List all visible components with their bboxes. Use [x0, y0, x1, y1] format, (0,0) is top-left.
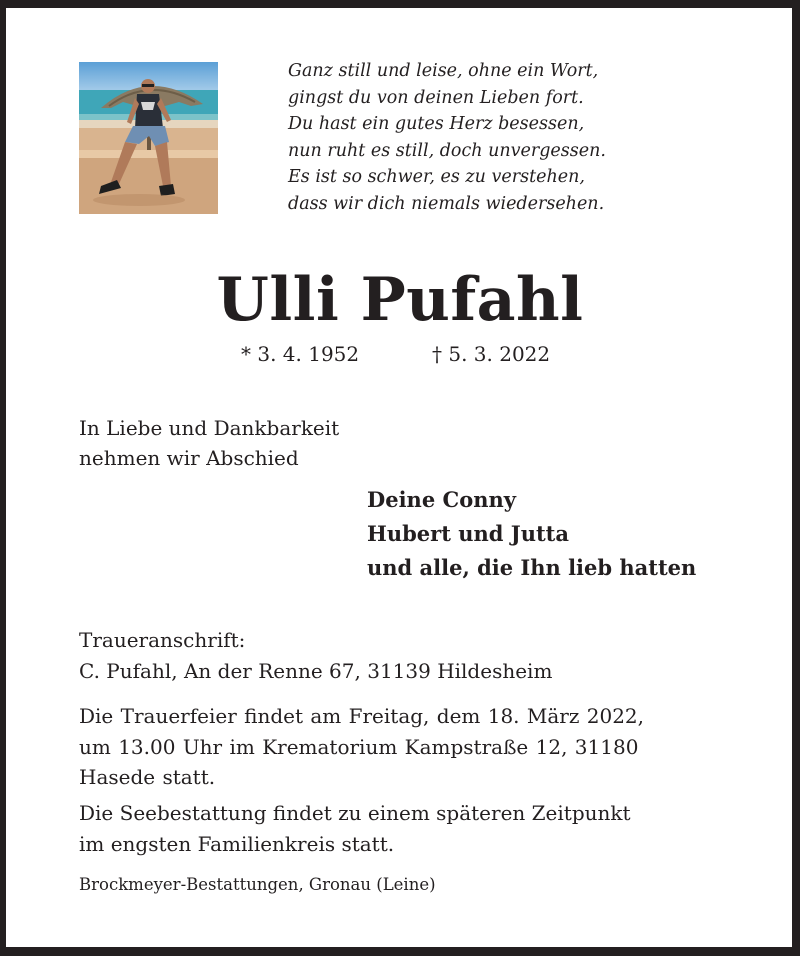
poem-line: nun ruht es still, doch unvergessen. — [288, 140, 606, 161]
sea-burial-info — [79, 798, 631, 859]
burial-line: im engsten Familienkreis statt. — [79, 831, 395, 856]
farewell-text — [79, 413, 339, 473]
farewell-line: In Liebe und Dankbarkeit — [79, 416, 340, 440]
mourner-line: und alle, die Ihn lieb hatten — [367, 555, 697, 580]
mourners-signature — [367, 483, 696, 585]
ceremony-info — [79, 701, 644, 793]
death-date: † 5. 3. 2022 — [432, 342, 551, 366]
birth-date: * 3. 4. 1952 — [241, 342, 360, 366]
ceremony-line: Die Trauerfeier findet am Freitag, dem 18. März 2022, — [79, 704, 645, 728]
farewell-line: nehmen wir Abschied — [79, 446, 299, 470]
address-line: C. Pufahl, An der Renne 67, 31139 Hildesheim — [79, 658, 553, 683]
ceremony-line: Hasede statt. — [79, 765, 216, 789]
portrait-photo — [79, 62, 218, 214]
poem-line: dass wir dich niemals wiedersehen. — [288, 193, 605, 214]
mourner-line: Hubert und Jutta — [367, 521, 569, 546]
mourning-address — [79, 625, 552, 686]
poem — [288, 58, 708, 217]
poem-line: Du hast ein gutes Herz besessen, — [288, 114, 585, 134]
address-label: Traueranschrift: — [79, 628, 246, 652]
mourner-line: Deine Conny — [367, 487, 516, 512]
funeral-home: Brockmeyer-Bestattungen, Gronau (Leine) — [79, 875, 436, 894]
burial-line: Die Seebestattung findet zu einem späteren Zeitpunkt — [79, 801, 631, 825]
poem-line: Ganz still und leise, ohne ein Wort, — [288, 61, 599, 81]
ceremony-line: um 13.00 Uhr im Krematorium Kampstraße 12, 31180 — [79, 734, 639, 759]
deceased-name: Ulli Pufahl — [216, 265, 584, 335]
poem-line: gingst du von deinen Lieben fort. — [288, 87, 584, 108]
poem-line: Es ist so schwer, es zu verstehen, — [288, 167, 585, 187]
